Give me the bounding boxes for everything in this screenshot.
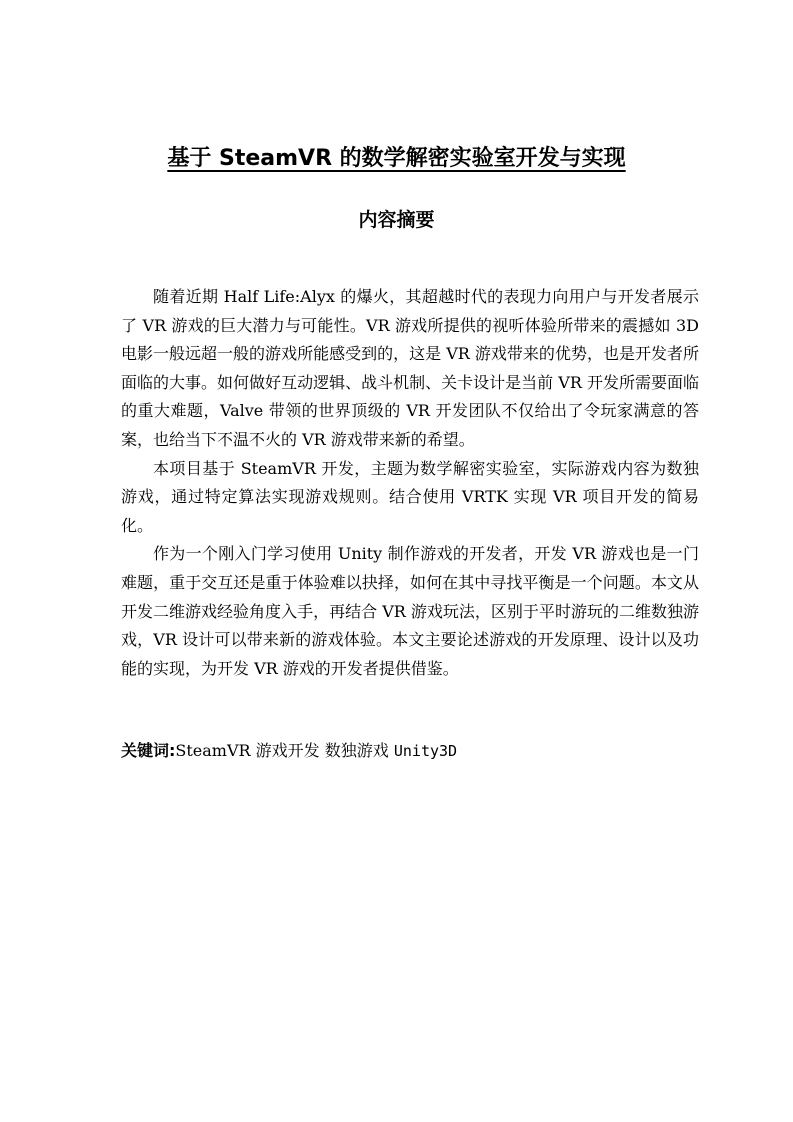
abstract-paragraph: 作为一个刚入门学习使用 Unity 制作游戏的开发者，开发 VR 游戏也是一门难题，重于交互还是重于体验难以抉择，如何在其中寻找平衡是一个问题。本文从开发二维游戏经验角度入手，再结合 VR 游戏玩法，区别于平时游玩的二维数独游戏，VR 设计可以带来新的游戏体验。本文主要论述游戏的开发原理、设计以及功能的实现，为开发 VR 游戏的开发者提供借鉴。: [121, 544, 699, 678]
keyword-item: SteamVR 游戏开发: [175, 741, 320, 760]
keyword-item: Unity3D: [393, 742, 458, 760]
keyword-item: 数独游戏: [324, 741, 389, 760]
abstract-paragraph: 随着近期 Half Life:Alyx 的爆火，其超越时代的表现力向用户与开发者展示了 VR 游戏的巨大潜力与可能性。VR 游戏所提供的视听体验所带来的震撼如 3D 电影一般远超一般的游戏所能感受到的，这是 VR 游戏带来的优势，也是开发者所面临的大事。如何做好互动逻辑、战斗机制、关卡设计是当前 VR 开发所需要面临的重大难题，Valve 带领的世界顶级的 VR 开发团队不仅给出了令玩家满意的答案，也给当下不温不火的 VR 游戏带来新的希望。: [121, 287, 699, 449]
document-title: 基于 SteamVR 的数学解密实验室开发与实现: [167, 146, 626, 171]
keywords-label: 关键词:: [121, 741, 176, 760]
keywords-line: [121, 737, 457, 765]
abstract-paragraph: 本项目基于 SteamVR 开发，主题为数学解密实验室，实际游戏内容为数独游戏，通过特定算法实现游戏规则。结合使用 VRTK 实现 VR 项目开发的简易化。: [121, 458, 699, 535]
abstract-body: [121, 283, 699, 683]
abstract-heading: 内容摘要: [358, 209, 435, 231]
